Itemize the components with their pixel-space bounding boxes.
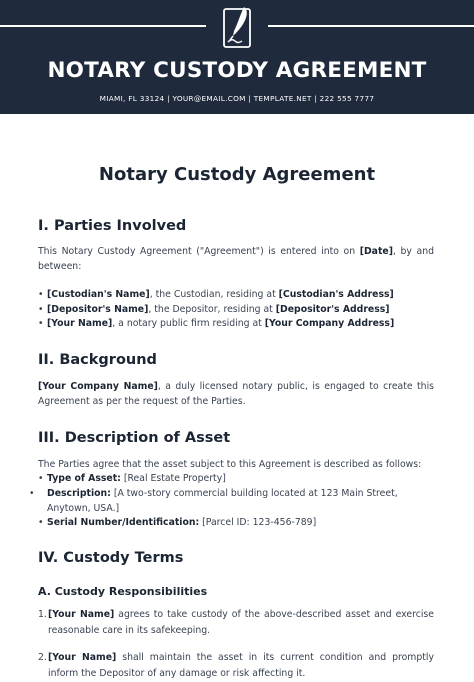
list-item [38, 515, 434, 530]
section-heading-custody-terms: IV. Custody Terms [38, 550, 184, 566]
list-number: 1. [38, 609, 47, 620]
section-heading-asset: III. Description of Asset [38, 430, 231, 446]
subheading-custody-responsibilities: A. Custody Responsibilities [38, 585, 208, 598]
header-rule-right [268, 25, 474, 27]
notary-quill-logo-icon [222, 5, 252, 49]
custodian-name: [Your Name] [48, 609, 115, 620]
responsibility-text: shall maintain the asset in its current condition and promptly inform the Depositor of any damage or risk affecting it. [48, 652, 434, 679]
list-item [38, 316, 434, 331]
party-address: [Your Company Address] [264, 318, 395, 329]
section-heading-parties: I. Parties Involved [38, 218, 187, 234]
intro-text-post: , by and between: [38, 246, 434, 272]
party-address: [Depositor's Address] [275, 304, 390, 315]
bullet-icon: • [38, 517, 44, 528]
bullet-icon: • [38, 318, 44, 329]
background-paragraph [38, 379, 434, 409]
bullet-icon: • [38, 473, 44, 484]
responsibility-text: agrees to take custody of the above-described asset and exercise reasonable care in its safekeeping. [48, 609, 434, 636]
party-name: [Depositor's Name] [47, 304, 149, 315]
section-heading-background: II. Background [38, 352, 157, 368]
list-item [38, 287, 434, 302]
party-role: , the Depositor, residing at [148, 304, 276, 315]
document-title: Notary Custody Agreement [98, 164, 376, 185]
asset-field-label: Description: [47, 488, 111, 499]
party-role: , a notary public firm residing at [112, 318, 265, 329]
header-rule-left [0, 25, 206, 27]
asset-field-label: Type of Asset: [47, 473, 121, 484]
bullet-icon: • [38, 304, 44, 315]
list-item [38, 471, 434, 486]
header-contact-line: MIAMI, FL 33124 | YOUR@EMAIL.COM | TEMPLATE.NET | 222 555 7777 [99, 94, 375, 103]
list-item [38, 650, 434, 682]
header-title: NOTARY CUSTODY AGREEMENT [47, 58, 427, 83]
list-number: 2. [38, 652, 47, 663]
party-name: [Your Name] [47, 318, 113, 329]
bullet-icon: • [38, 289, 44, 300]
intro-text-pre: This Notary Custody Agreement ("Agreement") is entered into on [38, 246, 360, 257]
list-item [38, 302, 434, 317]
parties-intro-paragraph [38, 244, 434, 274]
list-item [29, 486, 432, 516]
asset-field-value: [Parcel ID: 123-456-789] [199, 517, 317, 528]
party-name: [Custodian's Name] [47, 289, 150, 300]
asset-field-label: Serial Number/Identification: [47, 517, 200, 528]
intro-date: [Date] [359, 246, 393, 257]
list-item [38, 607, 434, 639]
bullet-icon: • [29, 488, 35, 499]
asset-field-value: [A two-story commercial building located at 123 Main Street, Anytown, USA.] [47, 488, 398, 514]
company-name: [Your Company Name] [38, 381, 158, 392]
asset-field-value: [Real Estate Property] [120, 473, 226, 484]
header-banner [0, 0, 474, 114]
party-address: [Custodian's Address] [278, 289, 394, 300]
party-role: , the Custodian, residing at [149, 289, 279, 300]
background-text: , a duly licensed notary public, is engaged to create this Agreement as per the request of the Parties. [38, 381, 434, 407]
asset-intro-paragraph: The Parties agree that the asset subject to this Agreement is described as follows: [38, 459, 422, 470]
custodian-name: [Your Name] [48, 652, 117, 663]
